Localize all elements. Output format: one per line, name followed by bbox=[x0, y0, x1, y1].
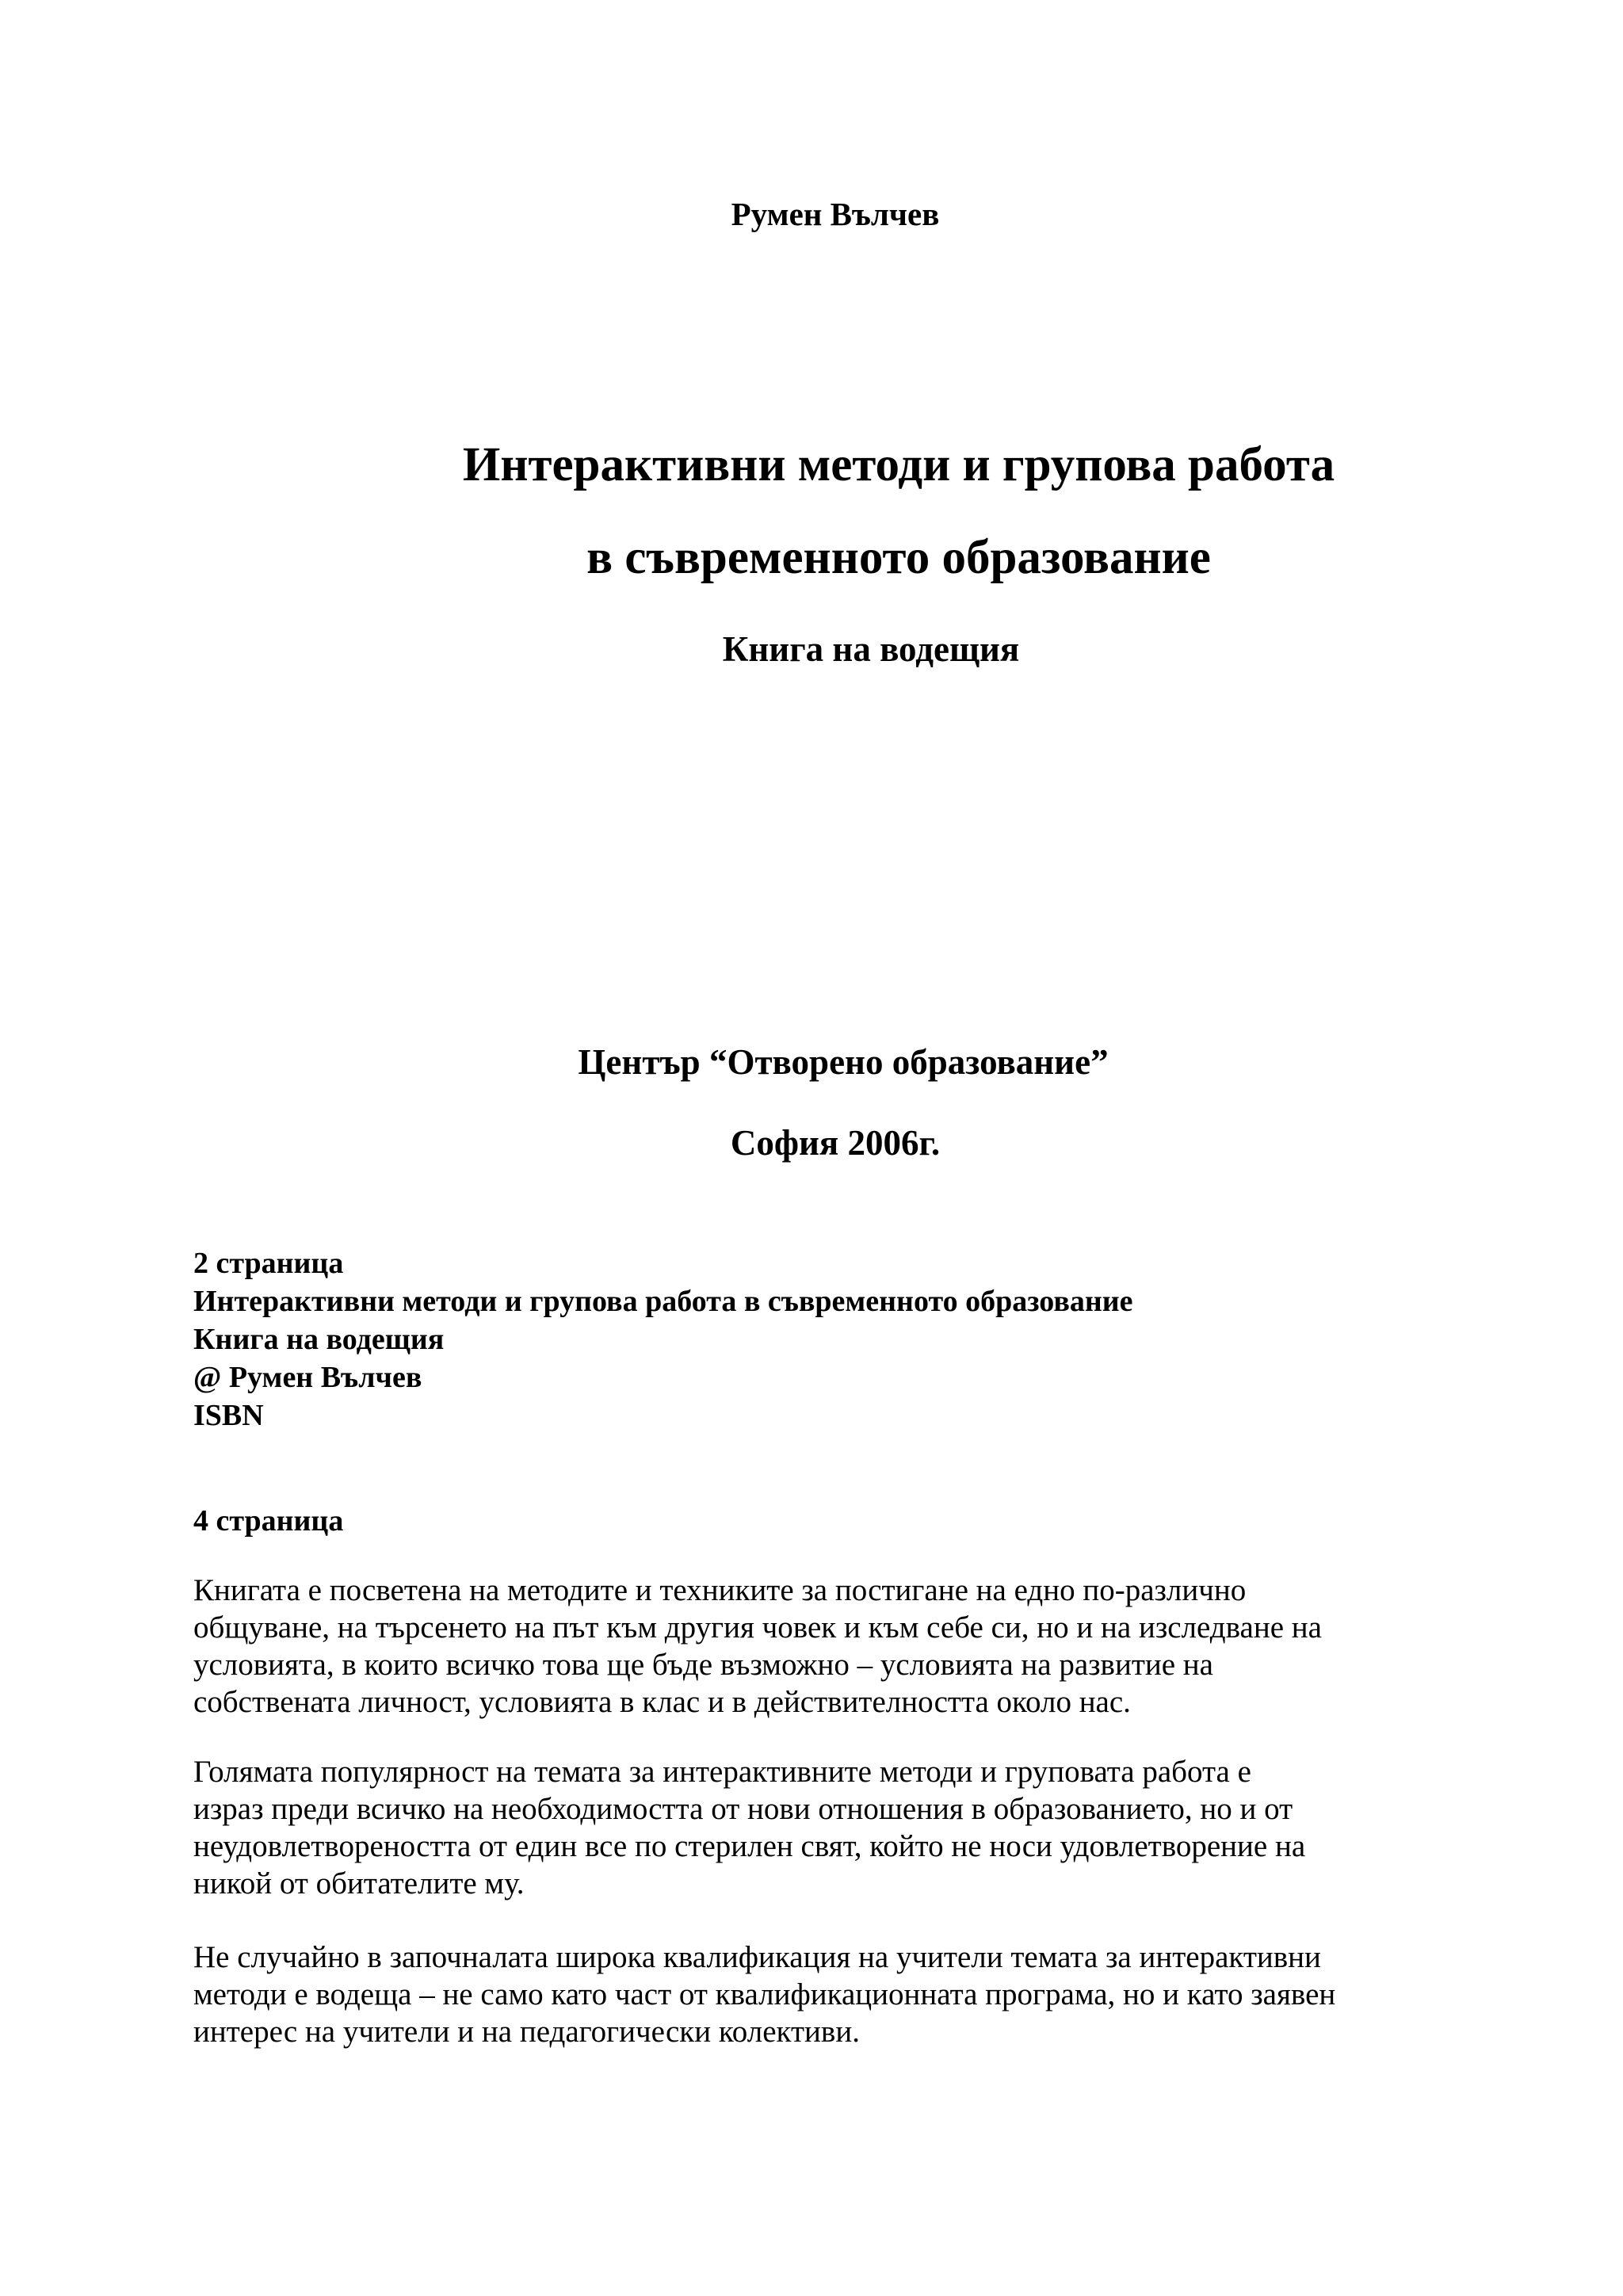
imprint-block bbox=[193, 1244, 1133, 1435]
subtitle: Книга на водещия bbox=[722, 629, 1020, 669]
paragraph-line: интерес на учители и на педагогически колективи. bbox=[193, 2015, 860, 2049]
title-line-1: Интерактивни методи и групова работа bbox=[462, 438, 1335, 491]
paragraph-line: общуване, на търсенето на път към другия човек и към себе си, но и на изследване на bbox=[193, 1610, 1322, 1645]
imprint-isbn: ISBN bbox=[193, 1399, 264, 1432]
paragraph-line: собствената личност, условията в клас и в действителността около нас. bbox=[193, 1685, 1131, 1719]
imprint-subtitle: Книга на водещия bbox=[193, 1323, 445, 1356]
paragraph-line: Книгата е посветена на методите и техниките за постигане на едно по-различно bbox=[193, 1573, 1247, 1607]
author-name: Румен Вълчев bbox=[731, 196, 940, 232]
paragraph-line: методи е водеща – не само като част от квалификационната програма, но и като заявен bbox=[193, 1977, 1336, 2011]
paragraph-3 bbox=[193, 1939, 1461, 2050]
page-4-label: 4 страница bbox=[193, 1504, 344, 1538]
paragraph-2 bbox=[193, 1753, 1461, 1902]
imprint-page-label: 2 страница bbox=[193, 1247, 344, 1280]
paragraph-1 bbox=[193, 1572, 1461, 1721]
title-line-2: в съвременното образование bbox=[586, 531, 1211, 584]
paragraph-line: израз преди всичко на необходимостта от нови отношения в образованието, но и от bbox=[193, 1792, 1293, 1826]
paragraph-line: никой от обитателите му. bbox=[193, 1866, 525, 1901]
imprint-title: Интерактивни методи и групова работа в съвременното образование bbox=[193, 1285, 1133, 1318]
publisher: Център “Отворено образование” bbox=[578, 1042, 1109, 1082]
paragraph-line: Не случайно в започналата широка квалификация на учители темата за интерактивни bbox=[193, 1940, 1321, 1974]
imprint-copyright: @ Румен Вълчев bbox=[193, 1361, 422, 1394]
paragraph-line: неудовлетвореността от един все по стерилен свят, който не носи удовлетворение на bbox=[193, 1829, 1306, 1863]
city-year: София 2006г. bbox=[730, 1123, 941, 1163]
paragraph-line: Голямата популярност на темата за интерактивните методи и груповата работа е bbox=[193, 1755, 1251, 1789]
paragraph-line: условията, в които всичко това ще бъде възможно – условията на развитие на bbox=[193, 1648, 1213, 1682]
